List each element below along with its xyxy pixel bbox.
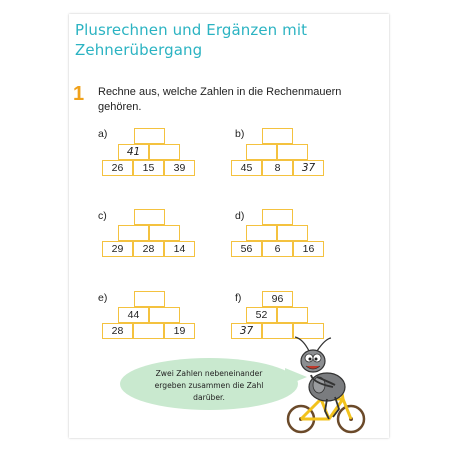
title-line-1: Plusrechnen und Ergänzen mit: [75, 21, 308, 39]
task-instruction-line-2: gehören.: [98, 101, 142, 113]
speech-bubble-text: [131, 368, 287, 404]
bottom-brick-left: 28: [102, 323, 133, 339]
task-instruction-line-1: Rechne aus, welche Zahlen in die Rechenmauern: [98, 86, 342, 98]
bottom-brick-right: 19: [164, 323, 195, 339]
ant-on-bicycle-illustration: [283, 335, 373, 437]
bottom-brick-middle[interactable]: [133, 323, 164, 339]
top-brick[interactable]: [262, 209, 293, 225]
wall-label: b): [235, 128, 245, 140]
middle-brick-right[interactable]: [149, 225, 180, 241]
middle-brick-right[interactable]: [149, 307, 180, 323]
wall-label: c): [98, 210, 107, 222]
middle-brick-left: 52: [246, 307, 277, 323]
top-brick[interactable]: [134, 291, 165, 307]
wall-label: e): [98, 292, 108, 304]
bottom-brick-middle: 6: [262, 241, 293, 257]
bottom-brick-right: 37: [293, 160, 324, 176]
bubble-line-3: darüber.: [193, 393, 225, 402]
wall-label: d): [235, 210, 245, 222]
bottom-brick-left: 56: [231, 241, 262, 257]
wall-label: a): [98, 128, 108, 140]
top-brick[interactable]: [134, 128, 165, 144]
bubble-line-1: Zwei Zahlen nebeneinander: [155, 369, 263, 378]
middle-brick-left[interactable]: [246, 225, 277, 241]
bottom-brick-right: 16: [293, 241, 324, 257]
top-brick[interactable]: [262, 128, 293, 144]
top-brick[interactable]: [134, 209, 165, 225]
middle-brick-right[interactable]: [277, 225, 308, 241]
middle-brick-left[interactable]: [246, 144, 277, 160]
wall-label: f): [235, 292, 242, 304]
middle-brick-left[interactable]: 41: [118, 144, 149, 160]
bottom-brick-left: 29: [102, 241, 133, 257]
bottom-brick-middle: 28: [133, 241, 164, 257]
middle-brick-right[interactable]: [149, 144, 180, 160]
bottom-brick-right: 39: [164, 160, 195, 176]
bubble-line-2: ergeben zusammen die Zahl: [154, 381, 264, 390]
bottom-brick-middle: 15: [133, 160, 164, 176]
bottom-brick-middle: 8: [262, 160, 293, 176]
bottom-brick-left: 37: [231, 323, 262, 339]
middle-brick-right[interactable]: [277, 307, 308, 323]
task-number: 1: [73, 83, 85, 105]
bottom-brick-left: 45: [231, 160, 262, 176]
title-line-2: Zehnerübergang: [75, 41, 203, 59]
middle-brick-left: 44: [118, 307, 149, 323]
bottom-brick-left: 26: [102, 160, 133, 176]
bottom-brick-right: 14: [164, 241, 195, 257]
page-title: [75, 20, 345, 60]
task-instruction: [98, 85, 368, 115]
top-brick: 96: [262, 291, 293, 307]
middle-brick-left[interactable]: [118, 225, 149, 241]
middle-brick-right[interactable]: [277, 144, 308, 160]
